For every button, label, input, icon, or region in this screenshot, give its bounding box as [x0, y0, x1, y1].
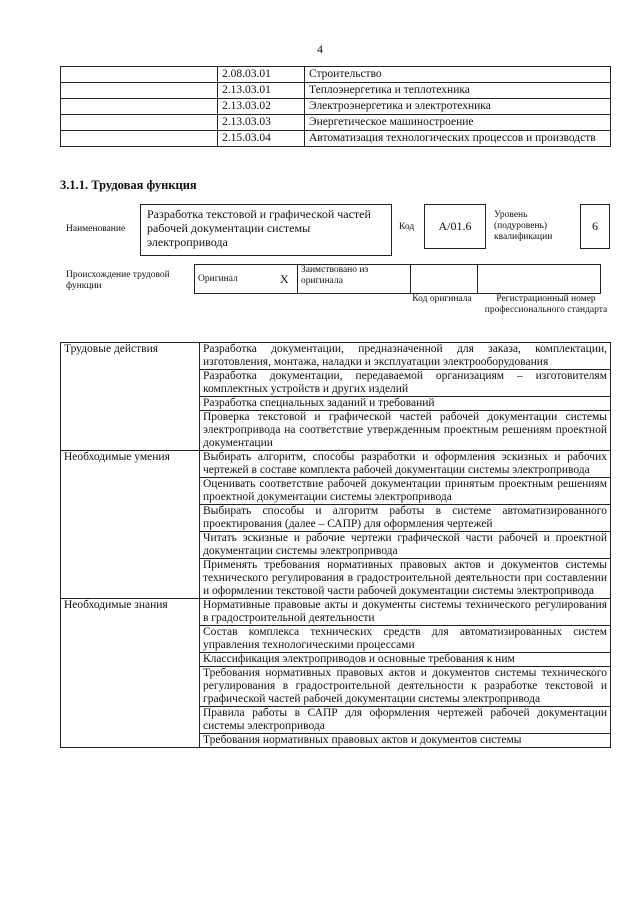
detail-item: Требования нормативных правовых актов и документов системы технического регулирования в градостроительной деятельности к разработке текстовой и графической частей рабочей документации системы электропривода [200, 667, 611, 707]
reg-number-caption: Регистрационный номер профессионального стандарта [484, 294, 608, 315]
level-label: Уровень (подуровень) квалификации [494, 210, 553, 242]
codes-empty-cell [61, 131, 218, 147]
detail-item: Состав комплекса технических средств для автоматизированных систем управления технологическими процессами [200, 626, 611, 653]
code-cell: 2.08.03.01 [218, 67, 305, 83]
function-name: Разработка текстовой и графической частей рабочей документации системы электропривода [140, 204, 392, 256]
education-codes-table [60, 66, 611, 147]
section-label: Необходимые умения [61, 451, 200, 599]
code-label: Код [399, 222, 415, 232]
detail-item: Выбирать алгоритм, способы разработки и оформления эскизных и рабочих чертежей в составе комплекта рабочей документации системы электропривода [200, 451, 611, 478]
detail-item: Выбирать способы и алгоритм работы в системе автоматизированного проектирования (далее – САПР) для оформления чертежей [200, 505, 611, 532]
codes-row [61, 115, 611, 131]
origin-label: Происхождение трудовой функции [66, 270, 170, 291]
detail-item: Правила работы в САПР для оформления чертежей рабочей документации системы электропривода [200, 707, 611, 734]
section-title: 3.1.1. Трудовая функция [60, 178, 197, 192]
program-name-cell: Электроэнергетика и электротехника [305, 99, 611, 115]
original-label: Оригинал [195, 265, 278, 294]
codes-empty-cell [61, 99, 218, 115]
origin-table [194, 264, 601, 294]
detail-item: Проверка текстовой и графической частей рабочей документации системы электропривода на соответствие утвержденным проектным решениям проектной документации [200, 411, 611, 451]
detail-item: Нормативные правовые акты и документы системы технического регулирования в градостроительной деятельности [200, 599, 611, 626]
detail-item: Разработка документации, предназначенной для заказа, комплектации, изготовления, монтажа, наладки и эксплуатации электрооборудования [200, 343, 611, 370]
reg-number-cell [478, 265, 601, 294]
code-cell: 2.13.03.02 [218, 99, 305, 115]
program-name-cell: Энергетическое машиностроение [305, 115, 611, 131]
page-number: 4 [317, 42, 323, 56]
detail-row [61, 343, 611, 370]
codes-row [61, 99, 611, 115]
codes-row [61, 67, 611, 83]
program-name-cell: Теплоэнергетика и теплотехника [305, 83, 611, 99]
detail-row [61, 451, 611, 478]
code-cell: 2.13.03.01 [218, 83, 305, 99]
codes-empty-cell [61, 67, 218, 83]
codes-empty-cell [61, 115, 218, 131]
section-label: Необходимые знания [61, 599, 200, 748]
function-code: A/01.6 [424, 204, 486, 249]
codes-row [61, 83, 611, 99]
detail-item: Классификация электроприводов и основные требования к ним [200, 653, 611, 667]
code-original-cell [411, 265, 478, 294]
detail-item: Оценивать соответствие рабочей документации принятым проектным решениям проектной документации системы электропривода [200, 478, 611, 505]
detail-item: Читать эскизные и рабочие чертежи графической части рабочей и проектной документации системы электропривода [200, 532, 611, 559]
borrowed-label: Заимствовано из оригинала [298, 265, 411, 294]
section-label: Трудовые действия [61, 343, 200, 451]
detail-row [61, 599, 611, 626]
detail-item: Требования нормативных правовых актов и документов системы [200, 734, 611, 748]
detail-item: Разработка документации, передаваемой организациям – изготовителям комплектных устройств и других изделий [200, 370, 611, 397]
function-details-table [60, 342, 611, 748]
detail-item: Применять требования нормативных правовых актов и документов системы технического регулирования в градостроительной деятельности при составлении и оформлении текстовой части рабочей документации системы электропривода [200, 559, 611, 599]
code-cell: 2.13.03.03 [218, 115, 305, 131]
code-original-caption: Код оригинала [412, 294, 472, 304]
qualification-level: 6 [580, 204, 610, 249]
codes-row [61, 131, 611, 147]
code-cell: 2.15.03.04 [218, 131, 305, 147]
original-mark: X [277, 265, 298, 294]
name-label: Наименование [66, 224, 126, 234]
codes-empty-cell [61, 83, 218, 99]
program-name-cell: Строительство [305, 67, 611, 83]
detail-item: Разработка специальных заданий и требований [200, 397, 611, 411]
program-name-cell: Автоматизация технологических процессов и производств [305, 131, 611, 147]
